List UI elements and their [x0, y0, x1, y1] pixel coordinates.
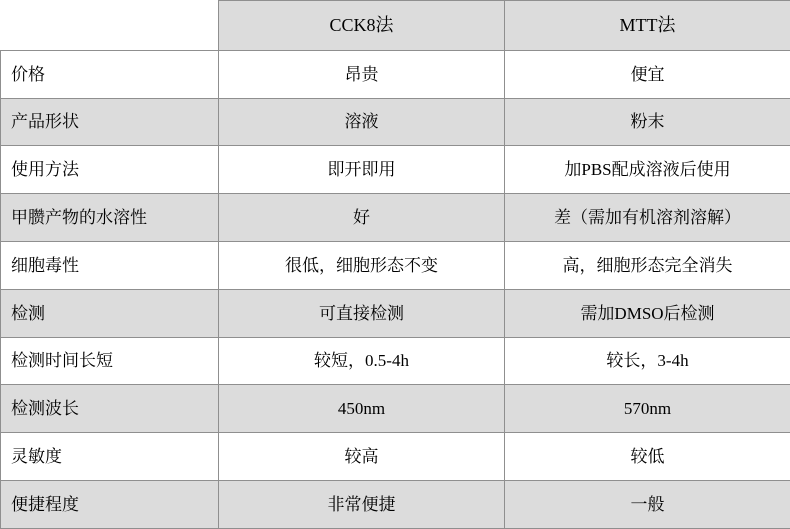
row-label: 甲臜产物的水溶性	[1, 194, 219, 242]
row-label: 灵敏度	[1, 433, 219, 481]
table-row	[1, 337, 790, 385]
row-value-mtt: 需加DMSO后检测	[505, 289, 790, 337]
row-label: 价格	[1, 50, 219, 98]
row-value-cck8: 450nm	[219, 385, 505, 433]
row-value-mtt: 差（需加有机溶剂溶解）	[505, 194, 790, 242]
row-value-cck8: 非常便捷	[219, 481, 505, 529]
row-value-cck8: 溶液	[219, 98, 505, 146]
row-value-mtt: 加PBS配成溶液后使用	[505, 146, 790, 194]
table-row	[1, 289, 790, 337]
table-row	[1, 194, 790, 242]
table-header-row	[1, 1, 790, 51]
table-row	[1, 481, 790, 529]
table-row	[1, 98, 790, 146]
row-value-cck8: 可直接检测	[219, 289, 505, 337]
row-value-mtt: 较长，3-4h	[505, 337, 790, 385]
column-header-mtt: MTT法	[505, 1, 790, 51]
table-row	[1, 146, 790, 194]
row-label: 检测波长	[1, 385, 219, 433]
row-value-cck8: 即开即用	[219, 146, 505, 194]
row-label: 使用方法	[1, 146, 219, 194]
row-value-mtt: 高，细胞形态完全消失	[505, 242, 790, 290]
row-value-mtt: 一般	[505, 481, 790, 529]
row-value-mtt: 便宜	[505, 50, 790, 98]
row-value-mtt: 570nm	[505, 385, 790, 433]
row-label: 细胞毒性	[1, 242, 219, 290]
row-value-cck8: 昂贵	[219, 50, 505, 98]
row-label: 便捷程度	[1, 481, 219, 529]
row-value-cck8: 较高	[219, 433, 505, 481]
row-value-cck8: 较短，0.5-4h	[219, 337, 505, 385]
table-row	[1, 50, 790, 98]
table-row	[1, 433, 790, 481]
row-value-mtt: 较低	[505, 433, 790, 481]
row-value-cck8: 很低，细胞形态不变	[219, 242, 505, 290]
row-value-cck8: 好	[219, 194, 505, 242]
table-row	[1, 385, 790, 433]
row-label: 检测	[1, 289, 219, 337]
row-label: 检测时间长短	[1, 337, 219, 385]
table-row	[1, 242, 790, 290]
table-corner-cell	[1, 1, 219, 51]
row-label: 产品形状	[1, 98, 219, 146]
column-header-cck8: CCK8法	[219, 1, 505, 51]
row-value-mtt: 粉末	[505, 98, 790, 146]
